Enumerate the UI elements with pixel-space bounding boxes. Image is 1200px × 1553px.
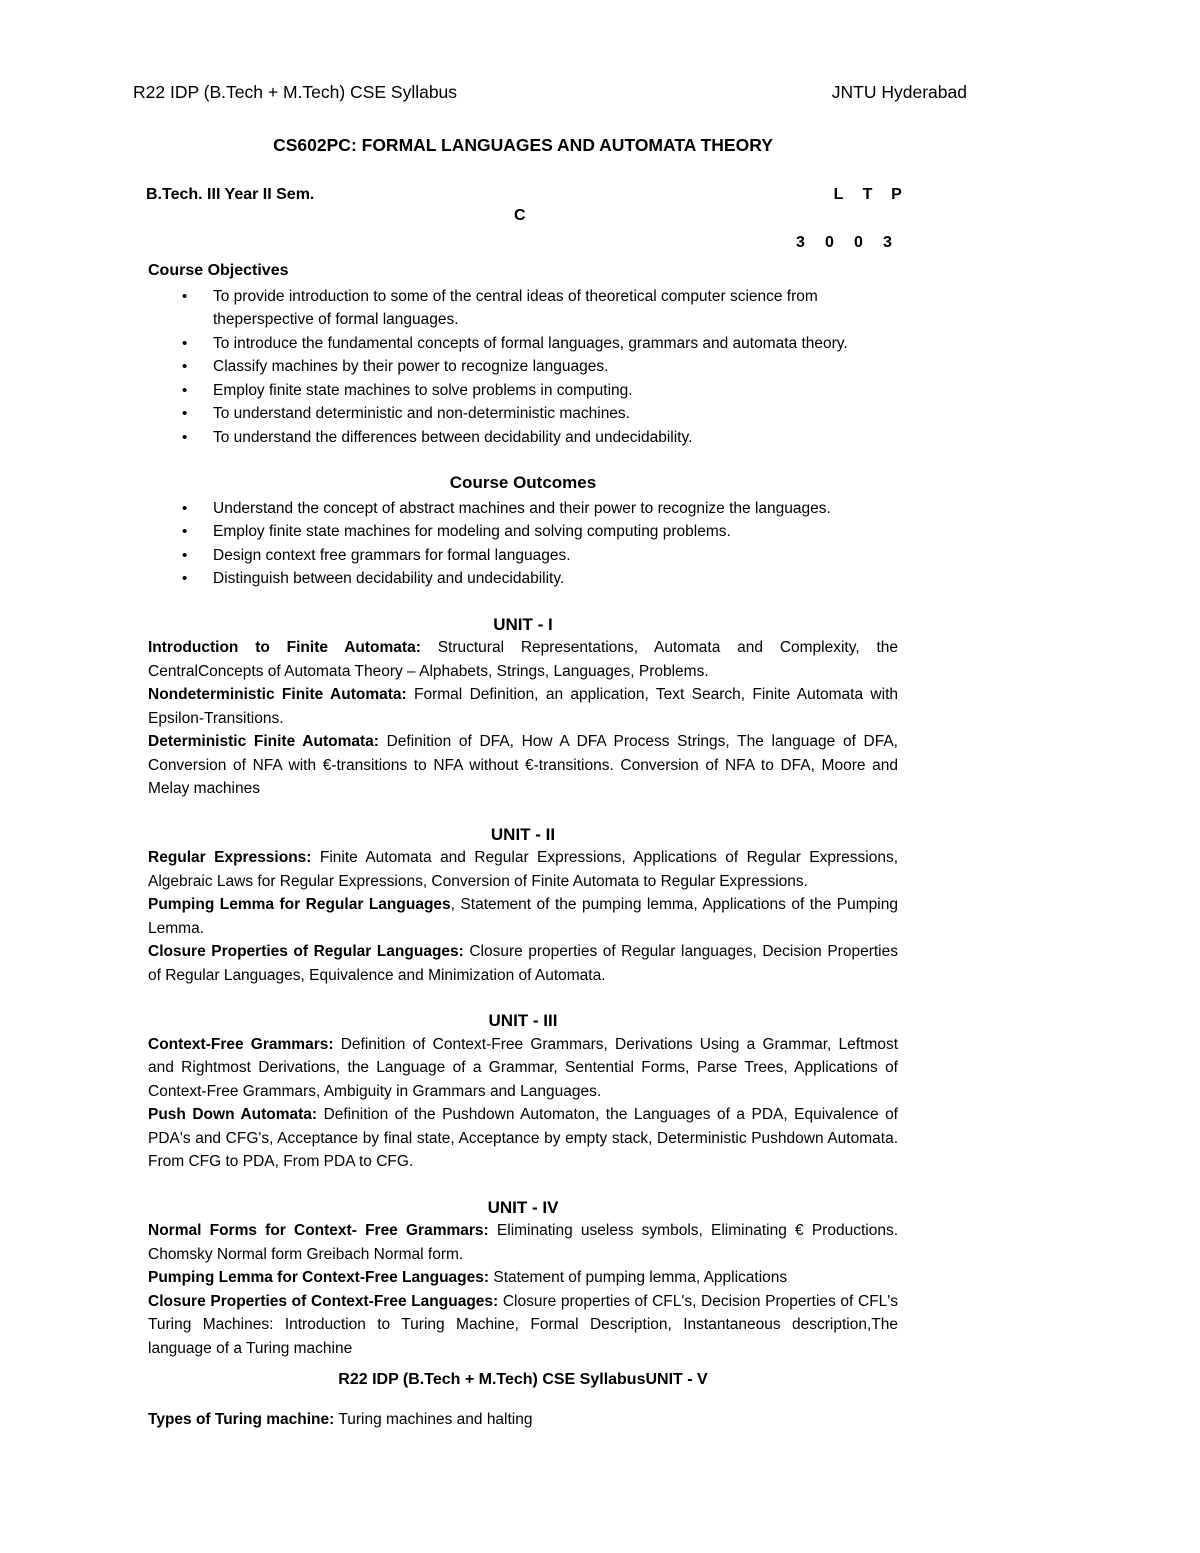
- semester-label: B.Tech. III Year II Sem.: [146, 186, 315, 203]
- unit-3-paragraph: [148, 1033, 898, 1104]
- topic-text: Closure properties of CFL's, Decision Properties of CFL's Turing Machines: Introduction to Turing Machine, Formal Description, Instantaneous description,The language of a Turing machine: [148, 1292, 898, 1357]
- page-header: [133, 82, 967, 106]
- unit-4-paragraph: [148, 1219, 898, 1266]
- unit-2-paragraph: [148, 846, 898, 893]
- topic-text: Closure properties of Regular languages, Decision Properties of Regular Languages, Equivalence and Minimization of Automata.: [148, 943, 898, 984]
- objectives-list: [148, 285, 898, 450]
- list-item: • To provide introduction to some of the central ideas of theoretical computer science from theperspective of formal languages.: [148, 285, 898, 332]
- topic-text: Definition of the Pushdown Automaton, the Languages of a PDA, Equivalence of PDA's and CFG's, Acceptance by final state, Acceptance by empty stack, Deterministic Pushdown Automata. From CFG to PDA, From PDA to CFG.: [148, 1106, 898, 1170]
- syllabus-content: [148, 259, 898, 1431]
- topic-title: Context-Free Grammars:: [148, 1035, 334, 1053]
- unit-2-paragraph: [148, 893, 898, 940]
- list-item: • To introduce the fundamental concepts of formal languages, grammars and automata theory.: [148, 332, 898, 356]
- topic-text: Eliminating useless symbols, Eliminating € Productions. Chomsky Normal form Greibach Normal form.: [148, 1222, 898, 1263]
- ltp-header: [824, 186, 911, 204]
- outcomes-heading: Course Outcomes: [449, 473, 597, 492]
- topic-title: Types of Turing machine:: [148, 1410, 335, 1428]
- topic-text: Definition of DFA, How A DFA Process Strings, The language of DFA, Conversion of NFA with €-transitions to NFA without €-transitions. Conversion of NFA to DFA, Moore and Melay machines: [148, 733, 898, 797]
- topic-text: , Statement of the pumping lemma, Applications of the Pumping Lemma.: [148, 896, 898, 937]
- header-program: R22 IDP (B.Tech + M.Tech) CSE Syllabus: [133, 82, 458, 102]
- topic-title: Pumping Lemma for Regular Languages: [148, 896, 451, 913]
- list-item: • Employ finite state machines for modeling and solving computing problems.: [148, 520, 898, 544]
- topic-title: Pumping Lemma for Context-Free Languages:: [148, 1269, 490, 1286]
- objectives-heading: Course Objectives: [148, 262, 289, 279]
- unit-1-heading: UNIT - I: [493, 614, 553, 634]
- unit-3-paragraph: [148, 1103, 898, 1174]
- unit-5-heading: R22 IDP (B.Tech + M.Tech) CSE SyllabusUNIT - V: [338, 1371, 708, 1388]
- list-item: • Distinguish between decidability and undecidability.: [148, 567, 898, 591]
- t-value: 0: [825, 234, 834, 251]
- topic-title: Closure Properties of Context-Free Languages:: [148, 1292, 499, 1310]
- topic-title: Deterministic Finite Automata:: [148, 733, 379, 750]
- list-item: • To understand the differences between decidability and undecidability.: [148, 426, 898, 450]
- topic-text: Formal Definition, an application, Text Search, Finite Automata with Epsilon-Transitions.: [148, 686, 898, 727]
- course-title: CS602PC: FORMAL LANGUAGES AND AUTOMATA THEORY: [273, 135, 773, 155]
- topic-title: Regular Expressions:: [148, 849, 312, 866]
- p-value: 0: [854, 234, 863, 251]
- unit-5-paragraph: [148, 1408, 898, 1432]
- topic-title: Introduction to Finite Automata:: [148, 639, 421, 656]
- topic-title: Normal Forms for Context- Free Grammars:: [148, 1222, 489, 1239]
- unit-2-heading: UNIT - II: [490, 824, 556, 844]
- topic-text: Turing machines and halting: [334, 1410, 533, 1428]
- c-value: 3: [883, 234, 892, 251]
- unit-4-paragraph: [148, 1290, 898, 1361]
- topic-title: Push Down Automata:: [148, 1106, 318, 1123]
- list-item: • To understand deterministic and non-deterministic machines.: [148, 402, 898, 426]
- list-item: • Employ finite state machines to solve problems in computing.: [148, 379, 898, 403]
- unit-1-paragraph: [148, 730, 898, 801]
- outcomes-list: [148, 497, 898, 591]
- list-item: • Design context free grammars for formal languages.: [148, 544, 898, 568]
- unit-2-paragraph: [148, 940, 898, 987]
- unit-1-paragraph: [148, 683, 898, 730]
- topic-title: Closure Properties of Regular Languages:: [148, 943, 464, 960]
- p-label: P: [891, 186, 902, 203]
- header-university: JNTU Hyderabad: [831, 82, 967, 102]
- topic-text: Structural Representations, Automata and Complexity, the CentralConcepts of Automata Theory – Alphabets, Strings, Languages, Problems.: [148, 639, 898, 680]
- ltpc-values: [786, 234, 902, 252]
- topic-text: Definition of Context-Free Grammars, Derivations Using a Grammar, Leftmost and Rightmost Derivations, the Language of a Grammar, Sentential Forms, Parse Trees, Applications of Context-Free Grammars, Ambiguity in Grammars and Languages.: [148, 1035, 898, 1100]
- l-label: L: [833, 186, 844, 203]
- unit-1-paragraph: [148, 636, 898, 683]
- topic-text: Statement of pumping lemma, Applications: [489, 1269, 788, 1286]
- l-value: 3: [796, 234, 805, 251]
- list-item: • Classify machines by their power to recognize languages.: [148, 355, 898, 379]
- c-label: C: [514, 207, 526, 224]
- unit-4-heading: UNIT - IV: [487, 1197, 559, 1217]
- topic-text: Finite Automata and Regular Expressions, Applications of Regular Expressions, Algebraic Laws for Regular Expressions, Conversion of Finite Automata to Regular Expressions.: [148, 849, 899, 890]
- topic-title: Nondeterministic Finite Automata:: [148, 686, 407, 703]
- list-item: • Understand the concept of abstract machines and their power to recognize the languages.: [148, 497, 898, 521]
- unit-4-paragraph: [148, 1266, 898, 1290]
- unit-3-heading: UNIT - III: [488, 1011, 558, 1030]
- t-label: T: [862, 186, 873, 203]
